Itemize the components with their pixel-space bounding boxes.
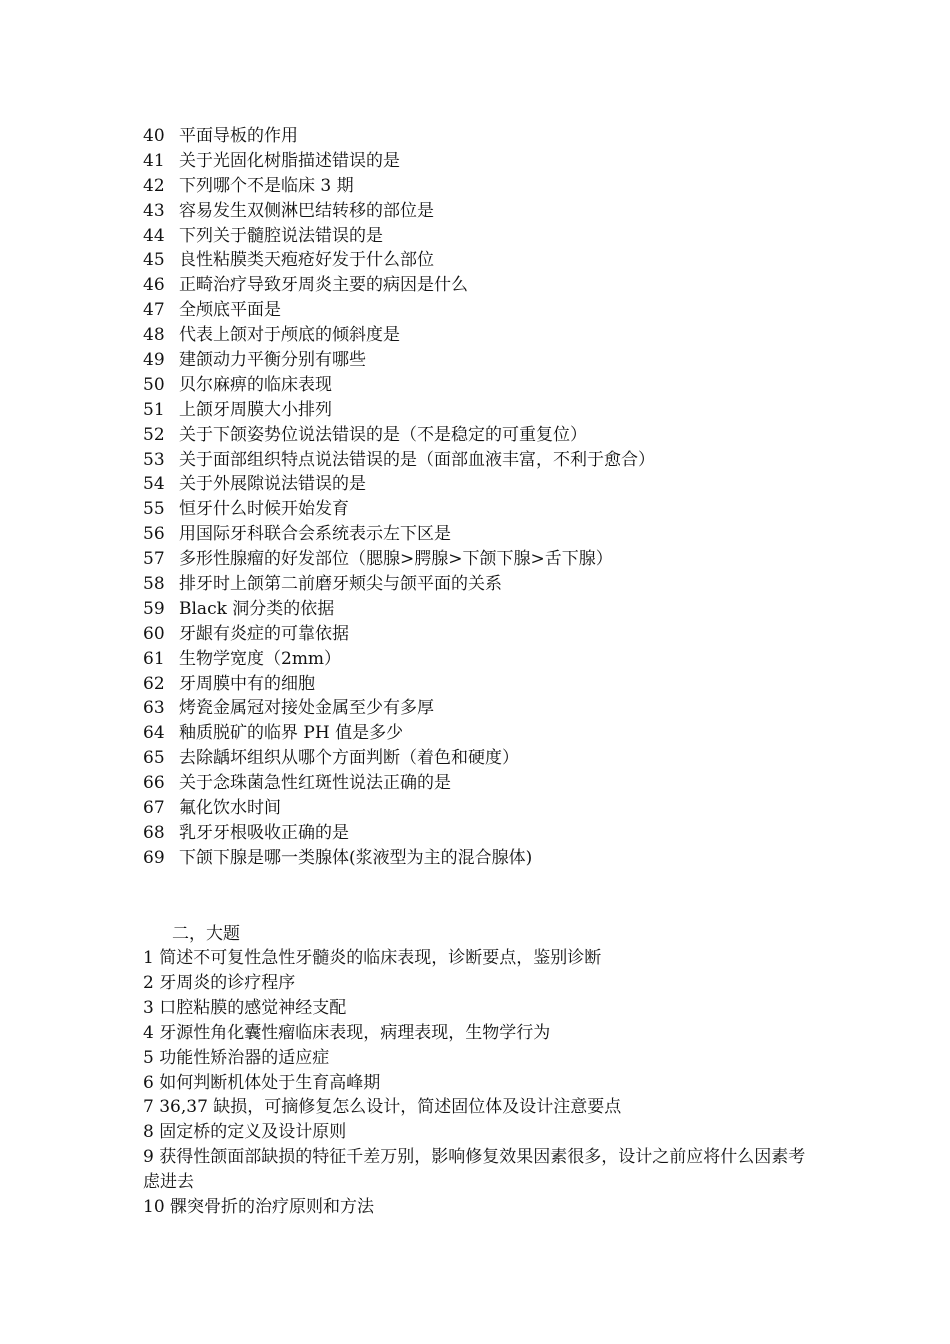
question-text: 关于下颌姿势位说法错误的是（不是稳定的可重复位） (179, 424, 587, 445)
question-number: 61 (143, 648, 165, 669)
question-item (143, 696, 863, 721)
question-number: 57 (143, 549, 165, 570)
question-item (143, 423, 863, 448)
question-text: 排牙时上颌第二前磨牙颊尖与颌平面的关系 (179, 574, 502, 595)
question-item (143, 647, 863, 672)
question-number: 40 (143, 126, 165, 146)
question-number: 46 (143, 275, 165, 296)
question-number: 52 (143, 424, 165, 445)
question-item (143, 746, 863, 771)
question-item (143, 398, 863, 423)
question-text: 烤瓷金属冠对接处金属至少有多厚 (179, 698, 434, 719)
question-number: 43 (143, 200, 165, 221)
question-item (143, 348, 863, 373)
essay-question-item: 6 如何判断机体处于生育高峰期 (143, 1072, 381, 1093)
question-item (143, 721, 863, 746)
question-item (143, 199, 863, 224)
question-number: 66 (143, 773, 165, 794)
question-text: 平面导板的作用 (179, 126, 298, 146)
essay-question-item: 8 固定桥的定义及设计原则 (143, 1122, 347, 1143)
essay-question-item: 7 36,37 缺损，可摘修复怎么设计，简述固位体及设计注意要点 (143, 1097, 622, 1118)
question-number: 59 (143, 598, 165, 619)
question-number: 60 (143, 623, 165, 644)
question-item (143, 672, 863, 697)
question-text: 良性粘膜类天疱疮好发于什么部位 (179, 250, 434, 271)
question-number: 45 (143, 250, 165, 271)
question-number: 49 (143, 350, 165, 371)
question-text: 全颅底平面是 (179, 300, 281, 321)
question-item (143, 248, 863, 273)
question-text: 下颌下腺是哪一类腺体(浆液型为主的混合腺体) (179, 847, 533, 868)
question-number: 67 (143, 798, 165, 819)
question-list (143, 124, 863, 871)
question-number: 53 (143, 449, 165, 470)
essay-question-item: 5 功能性矫治器的适应症 (143, 1047, 330, 1068)
essay-question-item: 9 获得性颌面部缺损的特征千差万别，影响修复效果因素很多，设计之前应将什么因素考虑进去 (143, 1147, 806, 1193)
question-text: 下列关于髓腔说法错误的是 (179, 225, 383, 246)
question-item (143, 298, 863, 323)
essay-question-item: 4 牙源性角化囊性瘤临床表现，病理表现，生物学行为 (143, 1022, 551, 1043)
essay-question-item: 2 牙周炎的诊疗程序 (143, 972, 296, 993)
question-text: Black 洞分类的依据 (179, 598, 335, 619)
question-item (143, 149, 863, 174)
question-item (143, 622, 863, 647)
question-item (143, 224, 863, 249)
question-item (143, 597, 863, 622)
question-number: 62 (143, 673, 165, 694)
question-text: 去除龋坏组织从哪个方面判断（着色和硬度） (179, 748, 519, 769)
question-item (143, 522, 863, 547)
question-text: 正畸治疗导致牙周炎主要的病因是什么 (179, 275, 468, 296)
question-number: 56 (143, 524, 165, 545)
question-number: 58 (143, 574, 165, 595)
question-text: 代表上颌对于颅底的倾斜度是 (179, 325, 400, 346)
question-number: 42 (143, 175, 165, 196)
question-text: 乳牙牙根吸收正确的是 (179, 822, 349, 843)
question-item (143, 273, 863, 298)
question-item (143, 846, 863, 871)
question-item (143, 771, 863, 796)
question-text: 多形性腺瘤的好发部位（腮腺>腭腺>下颌下腺>舌下腺） (179, 549, 613, 570)
essay-question-item: 1 简述不可复性急性牙髓炎的临床表现，诊断要点，鉴别诊断 (143, 948, 602, 968)
question-text: 容易发生双侧淋巴结转移的部位是 (179, 200, 434, 221)
question-number: 50 (143, 374, 165, 395)
section-heading: 二，大题 (172, 924, 240, 944)
question-item (143, 821, 863, 846)
question-item (143, 572, 863, 597)
question-text: 牙周膜中有的细胞 (179, 673, 315, 694)
question-item (143, 174, 863, 199)
question-number: 47 (143, 300, 165, 321)
question-item (143, 124, 863, 149)
question-item (143, 472, 863, 497)
question-text: 建颌动力平衡分别有哪些 (179, 350, 366, 371)
question-number: 51 (143, 399, 165, 420)
essay-question-list (143, 946, 813, 1220)
question-text: 牙龈有炎症的可靠依据 (179, 623, 349, 644)
question-item (143, 547, 863, 572)
question-item (143, 323, 863, 348)
question-text: 关于外展隙说法错误的是 (179, 474, 366, 495)
question-item (143, 497, 863, 522)
question-text: 用国际牙科联合会系统表示左下区是 (179, 524, 451, 545)
question-text: 关于念珠菌急性红斑性说法正确的是 (179, 773, 451, 794)
question-number: 44 (143, 225, 165, 246)
question-item (143, 448, 863, 473)
question-text: 恒牙什么时候开始发育 (179, 499, 349, 520)
question-number: 64 (143, 723, 165, 744)
question-text: 关于面部组织特点说法错误的是（面部血液丰富，不利于愈合） (179, 449, 655, 470)
question-text: 贝尔麻痹的临床表现 (179, 374, 332, 395)
question-item (143, 373, 863, 398)
question-number: 54 (143, 474, 165, 495)
question-number: 69 (143, 847, 165, 868)
question-number: 41 (143, 150, 165, 171)
question-text: 下列哪个不是临床 3 期 (179, 175, 354, 196)
question-number: 48 (143, 325, 165, 346)
essay-question-item: 3 口腔粘膜的感觉神经支配 (143, 997, 347, 1018)
question-text: 生物学宽度（2mm） (179, 648, 342, 669)
question-number: 68 (143, 822, 165, 843)
question-text: 上颌牙周膜大小排列 (179, 399, 332, 420)
essay-question-item: 10 髁突骨折的治疗原则和方法 (143, 1197, 375, 1218)
question-number: 65 (143, 748, 165, 769)
question-number: 55 (143, 499, 165, 520)
question-item (143, 796, 863, 821)
question-number: 63 (143, 698, 165, 719)
question-text: 关于光固化树脂描述错误的是 (179, 150, 400, 171)
question-text: 氟化饮水时间 (179, 798, 281, 819)
question-text: 釉质脱矿的临界 PH 值是多少 (179, 723, 404, 744)
